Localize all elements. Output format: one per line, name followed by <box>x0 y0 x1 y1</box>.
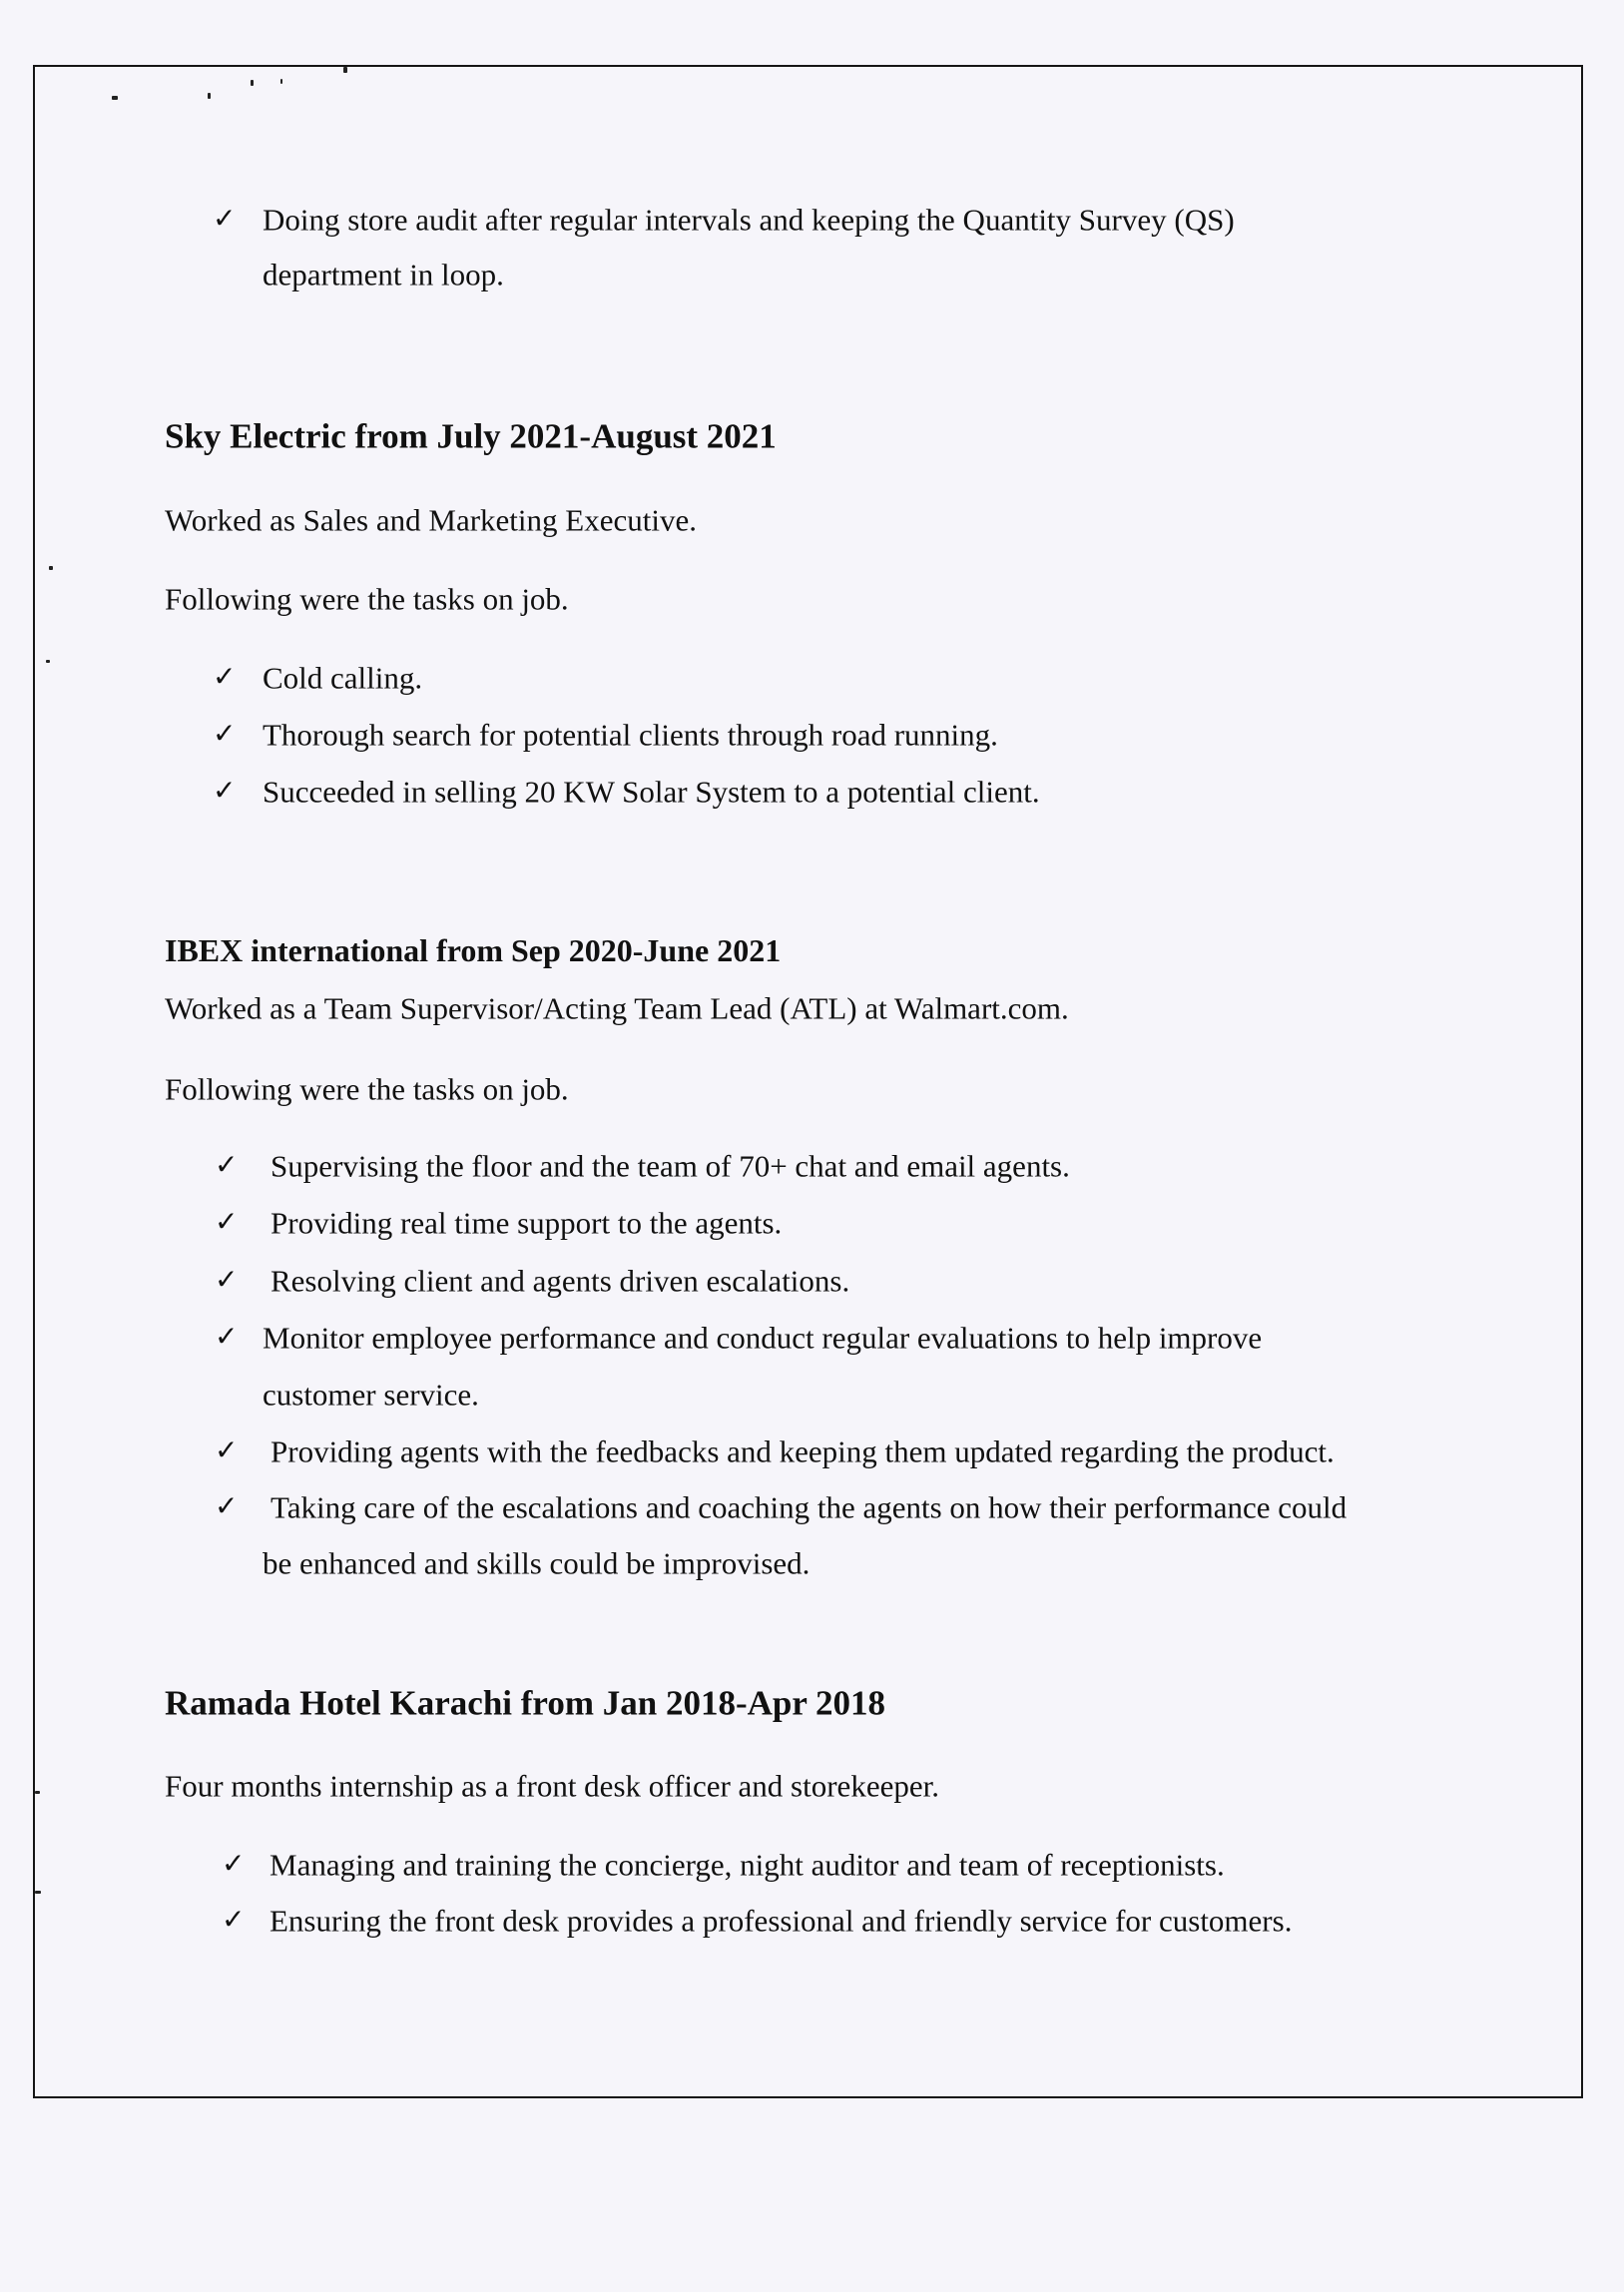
bullet-text: Providing agents with the feedbacks and keeping them updated regarding the product. <box>271 1433 1335 1469</box>
tasks-intro: Following were the tasks on job. <box>165 581 569 617</box>
checkmark-icon: ✓ <box>213 774 237 807</box>
checkmark-icon: ✓ <box>213 717 237 750</box>
checkmark-icon: ✓ <box>213 660 237 693</box>
bullet-text-continuation: be enhanced and skills could be improvised. <box>263 1545 811 1581</box>
section-heading: Ramada Hotel Karachi from Jan 2018-Apr 2018 <box>165 1683 885 1723</box>
bullet-text: Providing real time support to the agents. <box>271 1205 783 1241</box>
scan-speck <box>280 79 282 84</box>
bullet-text: Cold calling. <box>263 660 423 696</box>
bullet-text: Supervising the floor and the team of 70+ chat and email agents. <box>271 1148 1070 1184</box>
bullet-text: Resolving client and agents driven escalations. <box>271 1263 850 1299</box>
scan-speck <box>251 80 254 86</box>
checkmark-icon: ✓ <box>215 1148 239 1181</box>
role-description: Worked as a Team Supervisor/Acting Team Lead (ATL) at Walmart.com. <box>165 990 1069 1026</box>
role-description: Four months internship as a front desk officer and storekeeper. <box>165 1768 939 1804</box>
section-heading: Sky Electric from July 2021-August 2021 <box>165 416 777 456</box>
checkmark-icon: ✓ <box>213 202 237 235</box>
tasks-intro: Following were the tasks on job. <box>165 1071 569 1107</box>
checkmark-icon: ✓ <box>215 1205 239 1238</box>
scan-speck <box>208 93 211 99</box>
scan-speck <box>343 67 347 73</box>
bullet-text: Thorough search for potential clients through road running. <box>263 717 998 753</box>
bullet-text-continuation: department in loop. <box>263 257 504 292</box>
scan-speck <box>35 1791 40 1794</box>
bullet-text: Taking care of the escalations and coaching the agents on how their performance could <box>271 1489 1348 1525</box>
bullet-text: Monitor employee performance and conduct regular evaluations to help improve <box>263 1320 1263 1356</box>
role-description: Worked as Sales and Marketing Executive. <box>165 502 697 538</box>
scan-speck <box>112 96 118 100</box>
checkmark-icon: ✓ <box>215 1433 239 1466</box>
bullet-text: Ensuring the front desk provides a professional and friendly service for customers. <box>270 1903 1293 1939</box>
section-heading: IBEX international from Sep 2020-June 2021 <box>165 932 782 968</box>
bullet-text: Succeeded in selling 20 KW Solar System to a potential client. <box>263 774 1040 810</box>
scan-speck <box>49 566 53 570</box>
bullet-text: Doing store audit after regular intervals and keeping the Quantity Survey (QS) <box>263 202 1235 238</box>
scan-speck <box>35 1891 41 1894</box>
bullet-text: Managing and training the concierge, night auditor and team of receptionists. <box>270 1847 1225 1883</box>
checkmark-icon: ✓ <box>215 1320 239 1353</box>
checkmark-icon: ✓ <box>222 1847 246 1880</box>
checkmark-icon: ✓ <box>215 1489 239 1522</box>
scan-speck <box>46 660 50 663</box>
bullet-text-continuation: customer service. <box>263 1377 479 1413</box>
checkmark-icon: ✓ <box>222 1903 246 1936</box>
checkmark-icon: ✓ <box>215 1263 239 1296</box>
